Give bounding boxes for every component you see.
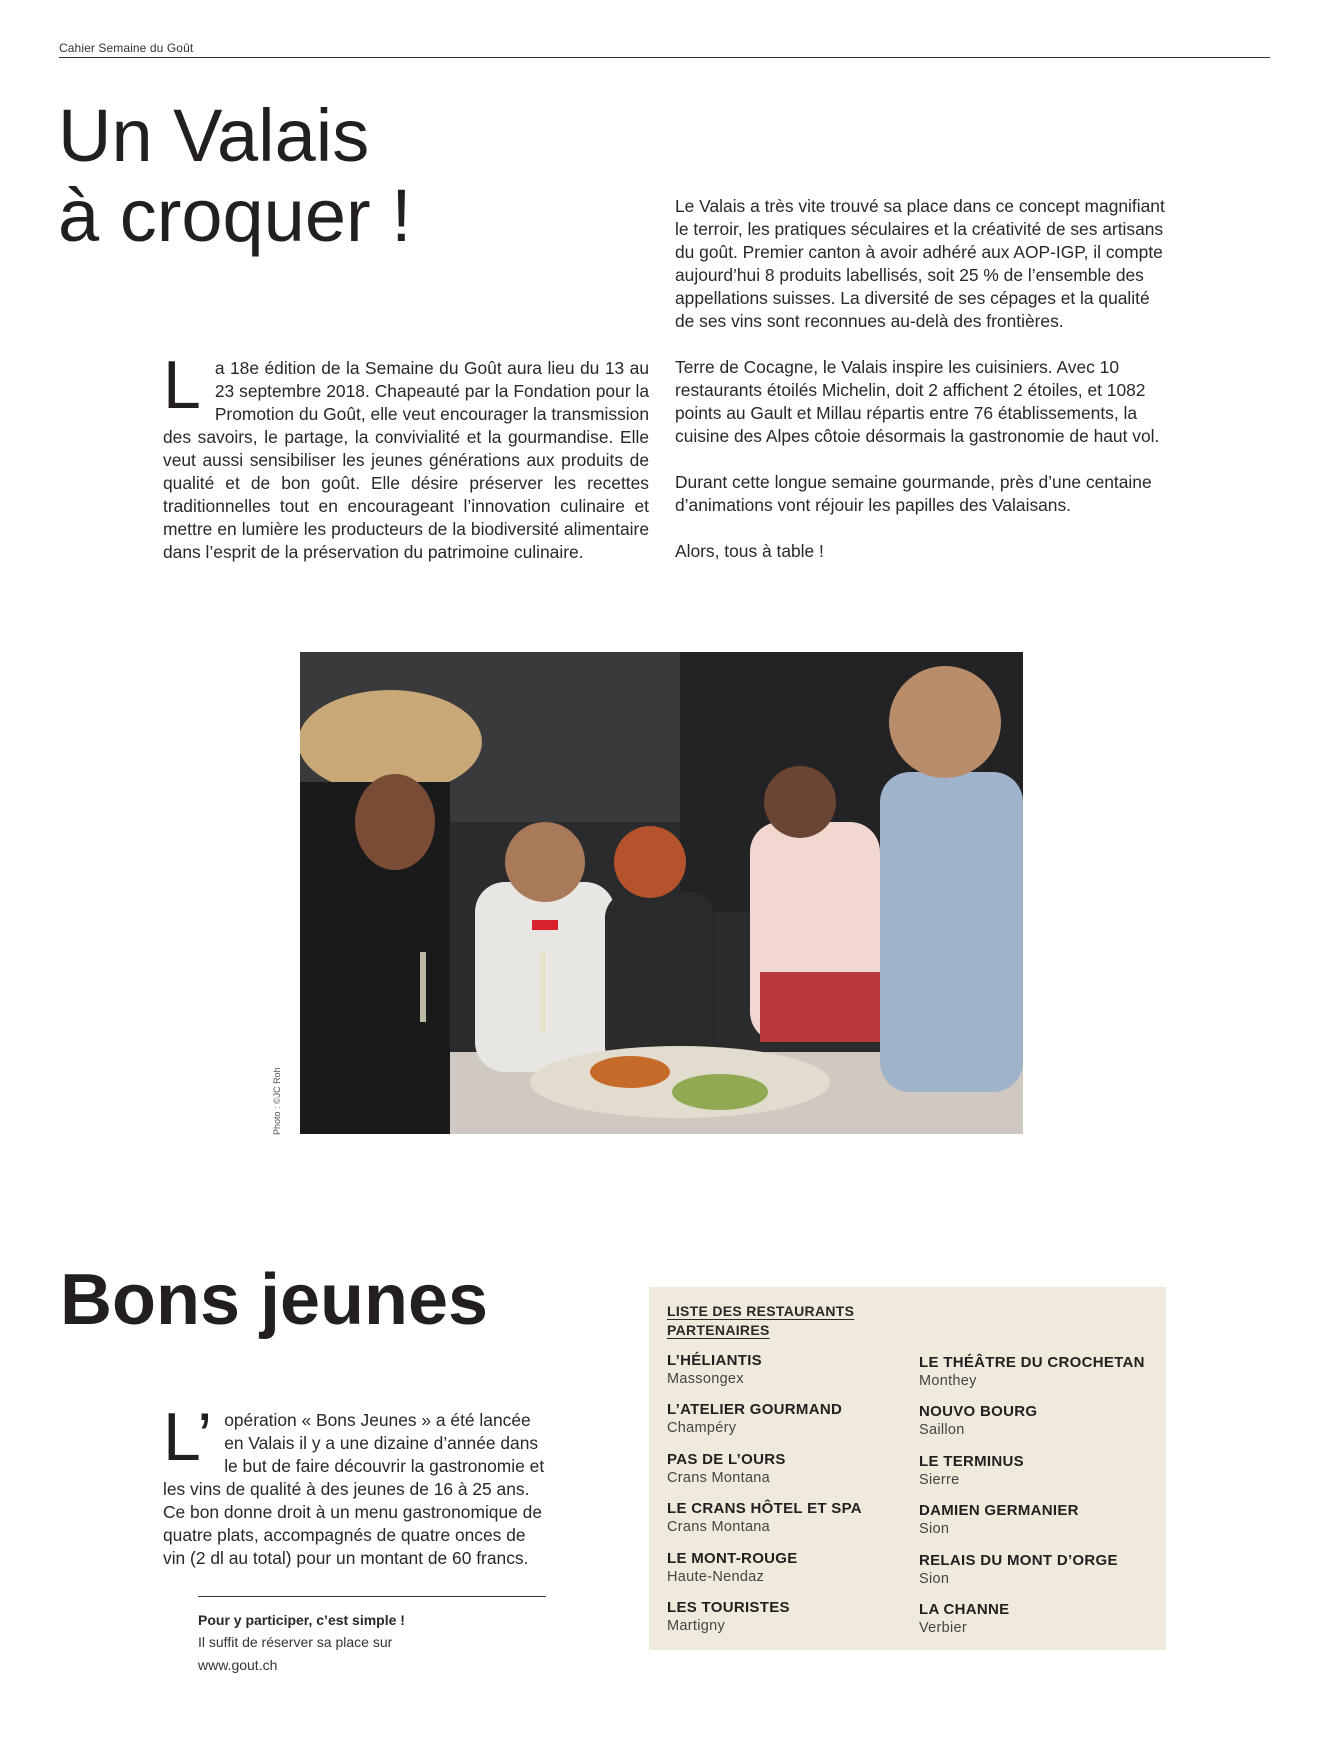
restaurant-name: L’HÉLIANTIS [667,1352,762,1369]
right-paragraph-1: Le Valais a très vite trouvé sa place dans ce concept magnifiant le terroir, les pratiques séculaires et la créativité de ses artisans du goût. Premier canton à avoir adhéré aux AOP-IGP, il compte aujourd’hui 8 produits labellisés, soit 25 % de l’ensemble des appellations suisses. La diversité de ses cépages et la qualité de ses vins sont reconnues au-delà des frontières. [675,196,1165,331]
article-title [58,96,412,256]
bons-jeunes-dropcap: L’ [163,1399,213,1475]
restaurant-name: LA CHANNE [919,1600,1010,1618]
restaurant-entry [667,1598,907,1647]
restaurant-column-left [667,1351,907,1647]
restaurant-name: LE MONT-ROUGE [667,1549,798,1567]
tasting-photo [300,652,1023,1134]
restaurant-town: Verbier [919,1619,968,1636]
restaurant-entry [667,1499,907,1548]
header-rule [59,57,1270,58]
restaurant-name: LE TERMINUS [919,1452,1024,1470]
restaurant-name: LE CRANS HÔTEL ET SPA [667,1500,862,1518]
restaurant-town: Haute-Nendaz [667,1568,765,1585]
restaurant-entry [667,1450,907,1499]
restaurant-entry [667,1351,907,1400]
photo-credit: Photo : ©JC Roh [272,1067,282,1135]
restaurant-column-right [919,1353,1159,1649]
restaurant-name: L’ATELIER GOURMAND [667,1401,843,1419]
restaurant-entry [919,1402,1159,1451]
note-title: Pour y participer, c’est simple ! [198,1612,405,1628]
restaurant-town: Monthey [919,1373,977,1389]
restaurant-town: Sierre [919,1471,960,1488]
bons-jeunes-paragraph [163,1399,546,1570]
restaurant-name: LE THÉÂTRE DU CROCHETAN [919,1354,1145,1371]
heading-line-1: LISTE DES RESTAURANTS [667,1303,855,1319]
right-paragraph-3: Durant cette longue semaine gourmande, près d’une centaine d’animations vont réjouir les papilles des Valaisans. [675,472,1152,515]
restaurant-name: RELAIS DU MONT D’ORGE [919,1551,1118,1569]
section-title-bons-jeunes: Bons jeunes [60,1260,489,1340]
restaurant-name: PAS DE L’OURS [667,1450,786,1468]
right-paragraph-2: Terre de Cocagne, le Valais inspire les cuisiniers. Avec 10 restaurants étoilés Michelin, doit 2 affichent 2 étoiles, et 1082 points au Gault et Millau répartis entre 76 établissements, la cuisine des Alpes côtoie désormais la gastronomie de haut vol. [675,357,1160,446]
restaurant-town: Crans Montana [667,1469,771,1486]
restaurant-entry [919,1600,1159,1649]
restaurant-town: Champéry [667,1420,737,1437]
note-website-link[interactable]: www.gout.ch [198,1657,278,1673]
heading-line-2: PARTENAIRES [667,1322,770,1338]
title-line-1: Un Valais [58,94,370,177]
restaurant-town: Saillon [919,1422,965,1439]
restaurant-entry [919,1353,1159,1402]
restaurant-list-box [649,1287,1166,1650]
right-column [675,195,1167,586]
title-line-2: à croquer ! [58,174,412,257]
participation-note [198,1596,546,1677]
restaurant-entry [667,1549,907,1598]
intro-dropcap: L [163,347,201,423]
restaurant-name: DAMIEN GERMANIER [919,1502,1079,1520]
restaurant-town: Sion [919,1521,950,1538]
restaurant-town: Crans Montana [667,1519,771,1536]
restaurant-town: Massongex [667,1371,744,1387]
right-paragraph-4: Alors, tous à table ! [675,541,824,561]
restaurant-town: Martigny [667,1617,725,1634]
restaurant-name: NOUVO BOURG [919,1403,1038,1421]
restaurant-entry [919,1501,1159,1550]
note-line: Il suffit de réserver sa place sur [198,1634,393,1650]
intro-paragraph [163,347,649,564]
photo-illustration [300,652,1023,1134]
restaurant-entry [667,1400,907,1449]
running-header: Cahier Semaine du Goût [59,41,194,55]
restaurant-entry [919,1452,1159,1501]
restaurant-name: LES TOURISTES [667,1598,790,1616]
restaurant-list-heading [667,1302,854,1340]
bons-jeunes-text: opération « Bons Jeunes » a été lancée en Valais il y a une dizaine d’année dans le but de faire découvrir la gastronomie et les vins de qualité à des jeunes de 16 à 25 ans. Ce bon donne droit à un menu gastronomique de quatre plats, accompagnés de quatre onces de vin (2 dl au total) pour un montant de 60 francs. [163,1410,545,1568]
restaurant-entry [919,1551,1159,1600]
intro-text: a 18e édition de la Semaine du Goût aura lieu du 13 au 23 septembre 2018. Chapeauté par la Fondation pour la Promotion du Goût, elle veut encourager la transmission des savoirs, le partage, la convivialité et la gourmandise. Elle veut aussi sensibiliser les jeunes générations aux produits de qualité et de bon goût. Elle désire préserver les recettes traditionnelles tout en encourageant l’innovation culinaire et mettre en lumière les producteurs de la biodiversité alimentaire dans l’esprit de la préservation du patrimoine culinaire. [163,358,649,562]
restaurant-town: Sion [919,1570,950,1587]
